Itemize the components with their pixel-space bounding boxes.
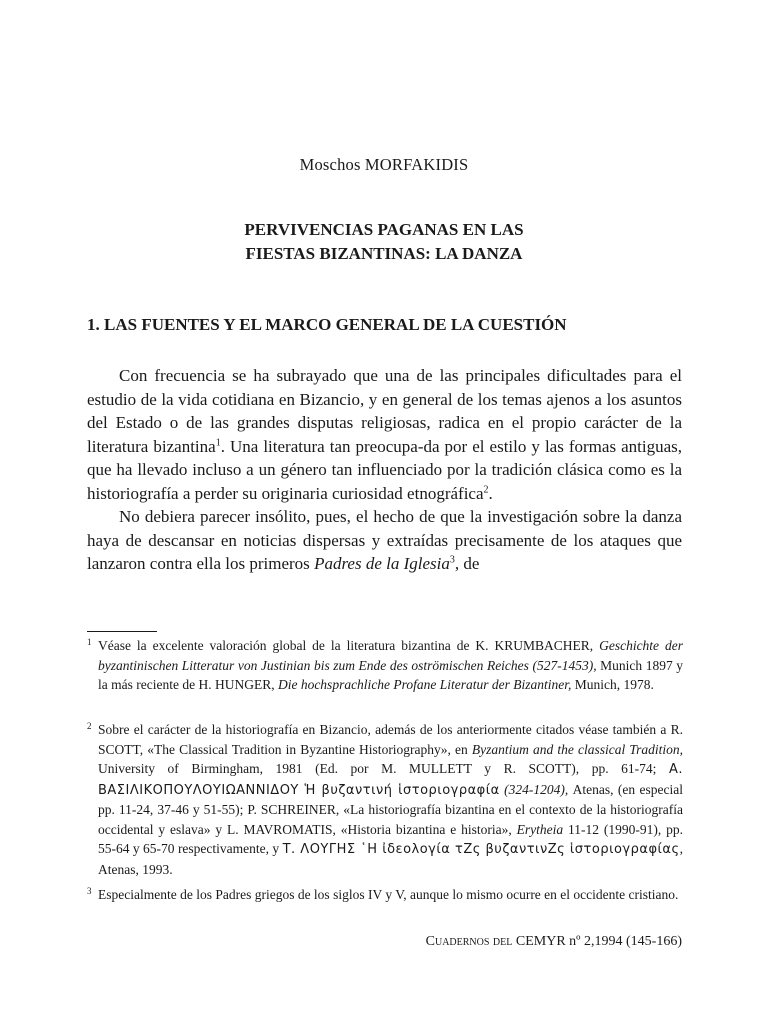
- fn1-italic-2: Die hochsprachliche Profane Literatur der Bizantiner,: [277, 677, 572, 692]
- footnote-ref-1: 1: [215, 436, 221, 448]
- paragraph-2: [87, 505, 682, 576]
- fn2-part-a: Sobre el carácter de la historiografía en Bizancio, además de los anteriormente citados véase también a R. SCOTT, «The Classical Tradition in Byzantine Historiography», en: [98, 722, 683, 757]
- paragraph-2-italic: Padres de la Iglesia: [314, 554, 450, 573]
- footnote-2: [87, 720, 683, 879]
- fn2-greek-1: Α. ΒΑΣΙΛΙΚΟΠΟΥΛΟΥΙΩΑΝΝΙΔΟΥ Ἡ βυζαντινή ἱστοριογραφία: [98, 762, 683, 798]
- footnote-3: [87, 885, 683, 905]
- journal-issue: CEMYR nº 2,1994 (145-166): [512, 934, 682, 949]
- paragraph-1-text-c: .: [488, 483, 493, 503]
- footnote-2-text: [98, 720, 683, 879]
- fn2-part-e: , Atenas, 1993.: [98, 841, 683, 877]
- paragraph-1-text-a: Con frecuencia se ha subrayado que una de las principales dificultades para el estudio de la vida cotidiana en Bizancio, y en general de los temas ajenos a los asuntos del Estado o de las grandes disputas religiosas, radica en el propio carácter de la literatura bizantina: [87, 366, 682, 456]
- footnote-1-text: [98, 636, 683, 695]
- body-text: [87, 364, 682, 576]
- footnote-separator: [87, 631, 157, 632]
- footnote-3-text: Especialmente de los Padres griegos de los siglos IV y V, aunque lo mismo ocurre en el occidente cristiano.: [98, 887, 679, 902]
- paragraph-2-text-b: , de: [454, 554, 480, 573]
- fn1-part-a: Véase la excelente valoración global de la literatura bizantina de K. KRUMBACHER,: [98, 638, 600, 653]
- fn2-part-d: 11-12 (1990-91), pp. 55-64 y 65-70 respectivamente, y: [98, 821, 683, 856]
- footnote-3-number: 3: [87, 886, 92, 896]
- footnote-ref-2: 2: [483, 483, 489, 495]
- footnote-2-number: 2: [87, 721, 92, 731]
- paragraph-1: [87, 364, 682, 505]
- author-name: Moschos MORFAKIDIS: [299, 155, 469, 174]
- title-line-2: FIESTAS BIZANTINAS: LA DANZA: [245, 244, 523, 263]
- section-heading: 1. LAS FUENTES Y EL MARCO GENERAL DE LA CUESTIÓN: [87, 315, 567, 334]
- fn1-part-b: Munich 1897 y la más reciente de H. HUNGER,: [98, 657, 683, 692]
- paragraph-1-text-b: . Una literatura tan preocupa-da por el estilo y las formas antiguas, que ha llevado incluso a un género tan influenciado por la tradición clásica como es la historiografía a perder su originaria curiosidad etnográfica: [87, 436, 682, 503]
- fn1-italic-1: Geschichte der byzantinischen Litteratur von Justinian bis zum Ende des oströmischen Reiches (527-1453),: [98, 638, 684, 673]
- fn1-part-c: Munich, 1978.: [571, 677, 654, 692]
- paragraph-2-text-a: No debiera parecer insólito, pues, el hecho de que la investigación sobre la danza haya de descansar en noticias dispersas y extraídas precisamente de los ataques que lanzaron contra ella los primeros: [87, 507, 682, 573]
- footnote-1: [87, 636, 683, 695]
- journal-footer: [426, 934, 682, 950]
- title-line-1: PERVIVENCIAS PAGANAS EN LAS: [244, 220, 524, 239]
- fn2-part-b: University of Birmingham, 1981 (Ed. por M. MULLETT y R. SCOTT), pp. 61-74;: [98, 761, 669, 776]
- footnote-ref-3: 3: [449, 554, 455, 566]
- footnote-1-number: 1: [87, 637, 92, 647]
- journal-name: Cuadernos del: [425, 934, 513, 949]
- fn2-part-c: , Atenas, (en especial pp. 11-24, 37-46 y 51-55); P. SCHREINER, «La historiografía bizantina en el contexto de la historiografía occidental y eslava» y L. MAVROMATIS, «Historia bizantina e historia»,: [98, 781, 683, 837]
- fn2-greek-2: Τ. ΛΟΥΓΗΣ ῾Η ἰδεολογία τΖς βυζαντινΖς ἱστοριογραφίας: [282, 842, 680, 857]
- fn2-italic-3: Erytheia: [516, 821, 564, 837]
- fn2-italic-2: (324-1204): [499, 781, 565, 797]
- fn2-italic-1: Byzantium and the classical Tradition,: [471, 741, 683, 757]
- article-title: [0, 218, 768, 266]
